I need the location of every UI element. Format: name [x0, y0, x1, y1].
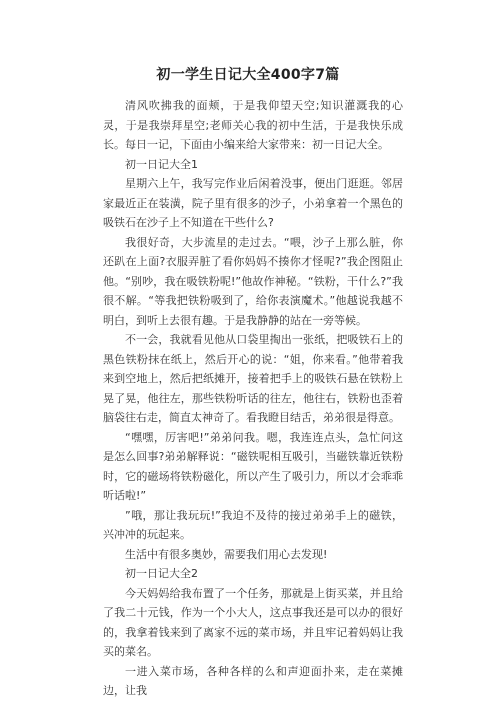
paragraph: 今天妈妈给我布置了一个任务，那就是上街买菜，并且给了我二十元钱，作为一个小大人，这点事我还是可以办的很好的，我拿着钱来到了离家不远的菜市场，并且牢记着妈妈让我买的菜名。	[103, 586, 403, 658]
paragraph: “嘿嘿，厉害吧!”弟弟问我。嗯，我连连点头，急忙问这是怎么回事?弟弟解释说：“磁铁呢相互吸引，当磁铁靠近铁粉时，它的磁场将铁粉磁化，所以产生了吸引力，所以才会乖乖听话啦!”	[103, 430, 403, 502]
document-title: 初一学生日记大全400字7篇	[156, 67, 340, 83]
section-heading-2: 初一日记大全2	[125, 567, 198, 580]
document-body	[103, 96, 403, 701]
paragraph: 一进入菜市场，各种各样的么和声迎面扑来，走在菜摊边，让我	[103, 664, 403, 697]
paragraph-intro: 清风吹拂我的面颊，于是我仰望天空;知识灌溉我的心灵，于是我崇拜星空;老师关心我的初中生活，于是我快乐成长。每日一记，下面由小编来给大家带来：初一日记大全。	[103, 99, 403, 151]
paragraph: 生活中有很多奥妙，需要我们用心去发现!	[125, 547, 328, 561]
paragraph: 我很好奇，大步流星的走过去。“喂，沙子上那么脏，你还趴在上面?衣服弄脏了看你妈妈不揍你才怪呢?”我企图阻止他。“别吵，我在吸铁粉呢!”他故作神秘。“铁粉，干什么?”我很不解。“等我把铁粉吸到了，给你表演魔术。”他越说我越不明白，到听上去很有趣。于是我静静的站在一旁等候。	[103, 235, 403, 327]
paragraph: ”哦，那让我玩玩!”我迫不及待的接过弟弟手上的磁铁，兴冲冲的玩起来。	[103, 508, 403, 541]
paragraph: 星期六上午，我写完作业后闲着没事，便出门逛逛。邻居家最近正在装潢，院子里有很多的沙子，小弟拿着一个黑色的吸铁石在沙子上不知道在干些什么?	[103, 177, 403, 229]
section-heading-1: 初一日记大全1	[125, 157, 198, 171]
paragraph: 不一会，我就看见他从口袋里掏出一张纸，把吸铁石上的黑色铁粉抹在纸上，然后开心的说：“姐，你来看。”他带着我来到空地上，然后把纸摊开，接着把手上的吸铁石悬在铁粉上晃了晃，他往左，那些铁粉听话的往左，他往右，铁粉也歪着脑袋往右走，简直太神奇了。看我瞪目结舌，弟弟很是得意。	[103, 333, 403, 424]
